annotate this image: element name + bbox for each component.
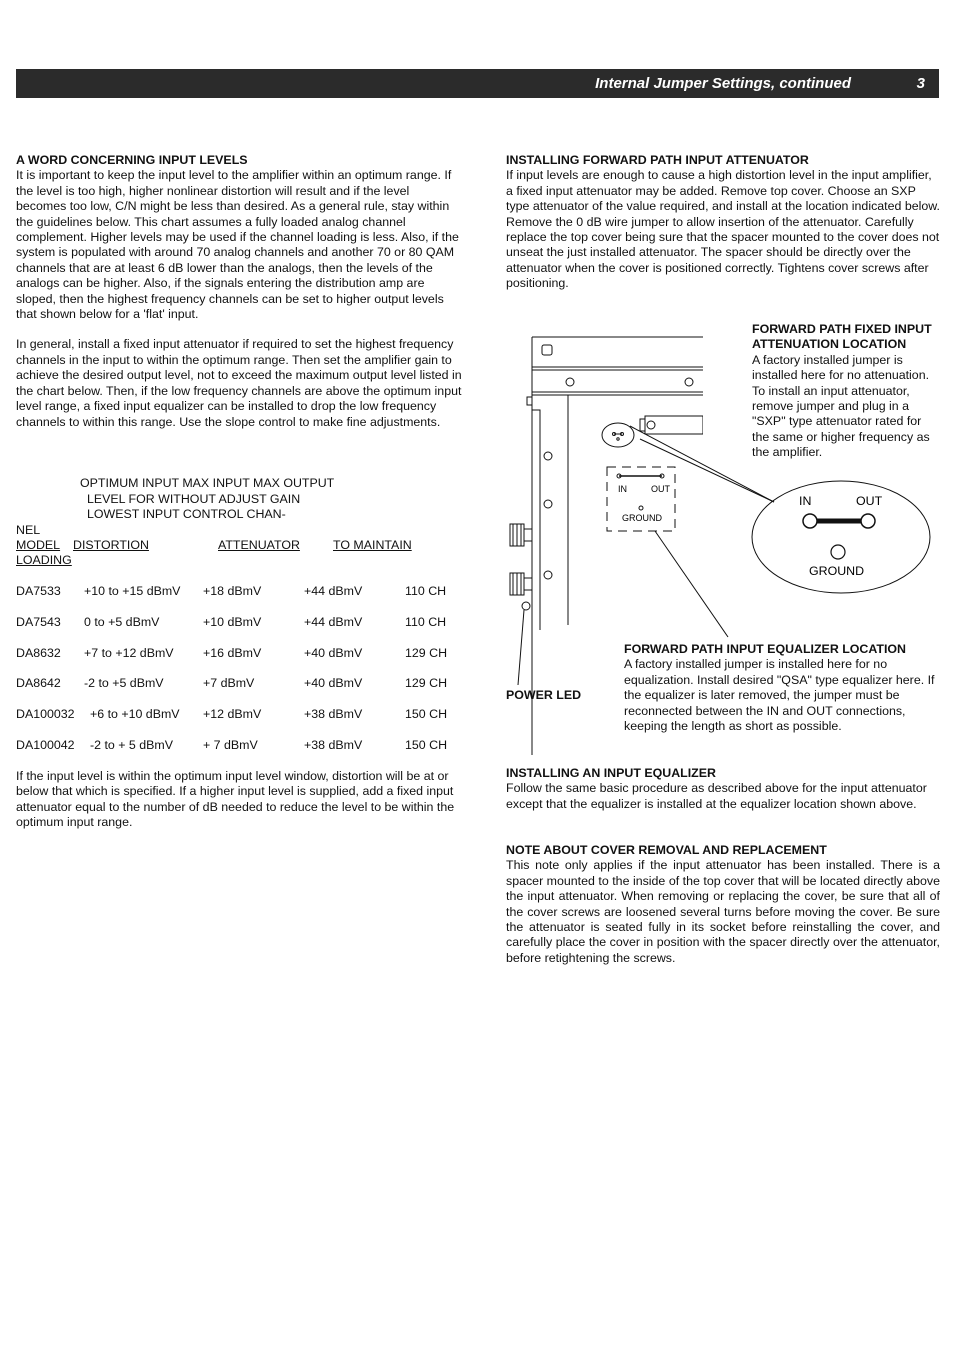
cell-max-output: +38 dBmV — [304, 738, 363, 752]
input-levels-para2: In general, install a fixed input attenuator if required to set the highest frequency channels in the input to within the optimum range. Then set the amplifier gain to achieve the desired output level, not to exceed the maximum output level listed in the chart below. Then, if the low frequency channels are above the optimum input level range, a fixed input equalizer can be installed to drop the low frequency channels to within this range. Use the slope control to make fine adjustments. — [16, 337, 462, 429]
page-header — [16, 69, 939, 98]
input-levels-para1: It is important to keep the input level to the amplifier within an optimum range. If the level is too high, higher nonlinear distortion will result and if the level becomes too low, C/N might be less than desired. As a general rule, stay within the guidelines below. This chart assumes a fully loaded analog channel complement. Higher levels may be used if the channel loading is less. Also, if the system is populated with around 70 analog channels and another 70 or 80 QAM channels that are at least 6 dB lower than the analogs, then the levels of the analogs can be higher. Also, if the signals entering the distribution amp are sloped, then the highest frequency channels can be set to higher output levels that shown below for a 'flat' input. — [16, 168, 459, 322]
small-ground-label: GROUND — [622, 513, 662, 523]
cell-channels: 110 CH — [405, 615, 447, 629]
cell-channels: 110 CH — [405, 584, 447, 598]
cell-max-input: +18 dBmV — [203, 584, 262, 598]
col-distortion: DISTORTION — [73, 538, 149, 552]
cell-optimum: 0 to +5 dBmV — [84, 615, 160, 629]
small-in-label: IN — [618, 484, 627, 494]
cover-section — [506, 843, 940, 966]
fixed-atten-callout — [752, 322, 940, 461]
cell-model: DA100032 — [16, 707, 75, 721]
equalizer-section — [506, 766, 940, 812]
cell-optimum: -2 to +5 dBmV — [84, 676, 164, 690]
input-levels-section — [16, 153, 462, 430]
cover-body: This note only applies if the input attenuator has been installed. There is a spacer mounted to the inside of the top cover that will be located directly above the input attenuator. When removing or replacing the cover, be sure that all of the cover screws are loosened several turns before moving the cover. Be sure the attenuator is seated fully in its socket before reinstalling the cover, and carefully place the cover in position with the spacer directly over the attenuator, before retightening the screws. — [506, 858, 940, 965]
cell-max-input: +7 dBmV — [203, 676, 255, 690]
input-levels-heading: A WORD CONCERNING INPUT LEVELS — [16, 153, 248, 167]
col-loading: LOADING — [16, 553, 72, 567]
equalizer-leader — [655, 531, 728, 637]
table-row — [16, 707, 456, 723]
equalizer-location-heading: FORWARD PATH INPUT EQUALIZER LOCATION — [624, 642, 906, 656]
ground-label: GROUND — [809, 564, 865, 578]
col-attenuator: ATTENUATOR — [218, 538, 300, 552]
page-number: 3 — [916, 75, 925, 92]
cell-max-input: +16 dBmV — [203, 646, 262, 660]
cell-optimum: +6 to +10 dBmV — [90, 707, 180, 721]
equalizer-heading: INSTALLING AN INPUT EQUALIZER — [506, 766, 716, 780]
cell-model: DA8642 — [16, 676, 61, 690]
diagram-mask — [703, 330, 751, 440]
table-row — [16, 738, 456, 754]
cell-channels: 129 CH — [405, 676, 448, 690]
col-model: MODEL — [16, 538, 61, 552]
cell-max-output: +40 dBmV — [304, 646, 363, 660]
cell-channels: 150 CH — [405, 707, 448, 721]
cell-model: DA7533 — [16, 584, 61, 598]
cell-optimum: +10 to +15 dBmV — [84, 584, 181, 598]
small-out-label: OUT — [651, 484, 670, 494]
cell-channels: 129 CH — [405, 646, 448, 660]
cell-channels: 150 CH — [405, 738, 448, 752]
table-header-line2: LEVEL FOR WITHOUT ADJUST GAIN — [87, 492, 301, 506]
cell-model: DA8632 — [16, 646, 61, 660]
cell-max-output: +38 dBmV — [304, 707, 363, 721]
header-title: Internal Jumper Settings, continued — [595, 75, 851, 92]
table-header-line4: NEL — [16, 523, 41, 537]
cell-optimum: -2 to + 5 dBmV — [90, 738, 173, 752]
cell-max-output: +40 dBmV — [304, 676, 363, 690]
fixed-atten-heading: FORWARD PATH FIXED INPUT ATTENUATION LOCATION — [752, 322, 932, 352]
in-label: IN — [799, 494, 812, 508]
table-row — [16, 615, 456, 631]
table-row — [16, 676, 456, 692]
equalizer-callout — [624, 642, 940, 734]
table-row — [16, 646, 456, 662]
cell-optimum: +7 to +12 dBmV — [84, 646, 174, 660]
cell-max-input: +12 dBmV — [203, 707, 262, 721]
table-header-line1: OPTIMUM INPUT MAX INPUT MAX OUTPUT — [80, 476, 335, 490]
cell-max-output: +44 dBmV — [304, 615, 363, 629]
table-row — [16, 584, 456, 600]
out-label: OUT — [856, 494, 883, 508]
equalizer-body: Follow the same basic procedure as described above for the input attenuator except that the equalizer is installed at the equalizer location shown above. — [506, 781, 927, 811]
attenuator-section — [506, 153, 940, 292]
cell-max-input: + 7 dBmV — [203, 738, 258, 752]
attenuator-body: If input levels are enough to cause a high distortion level in the input amplifier, a fixed input attenuator may be added. Remove top cover. Choose an SXP type attenuator of the value required, and install at the location indicated below. Remove the 0 dB wire jumper to allow insertion of the attenuator. Carefully replace the top cover being sure that the spacer mounted to the cover does not unseat the just installed attenuator. The spacer should be directly over the attenuator when the cover is positioned correctly. Tightens cover screws after positioning. — [506, 168, 940, 291]
cell-model: DA100042 — [16, 738, 75, 752]
attenuator-heading: INSTALLING FORWARD PATH INPUT ATTENUATOR — [506, 153, 809, 167]
col-maintain: TO MAINTAIN — [333, 538, 412, 552]
table-header-line3: LOWEST INPUT CONTROL CHAN- — [87, 507, 286, 521]
cell-max-output: +44 dBmV — [304, 584, 363, 598]
equalizer-location-body: A factory installed jumper is installed here for no equalization. Install desired "QSA" type equalizer here. If the equalizer is later removed, the jumper must be reconnected between the IN and OUT connections, keeping the length as short as possible. — [624, 657, 935, 734]
cell-max-input: +10 dBmV — [203, 615, 262, 629]
cell-model: DA7543 — [16, 615, 61, 629]
power-led-label: POWER LED — [506, 688, 582, 702]
power-led-leader — [518, 610, 524, 685]
closing-paragraph: If the input level is within the optimum input level window, distortion will be at or below that which is specified. If a higher input level is supplied, add a fixed input attenuator equal to the number of dB needed to reduce the level to be within the optimum input range. — [16, 769, 455, 830]
cover-heading: NOTE ABOUT COVER REMOVAL AND REPLACEMENT — [506, 843, 827, 857]
fixed-atten-body: A factory installed jumper is installed here for no attenuation. To install an input attenuator, remove jumper and plug in a "SXP" type attenuator rated for the same or higher frequency as the amplifier. — [752, 352, 930, 460]
